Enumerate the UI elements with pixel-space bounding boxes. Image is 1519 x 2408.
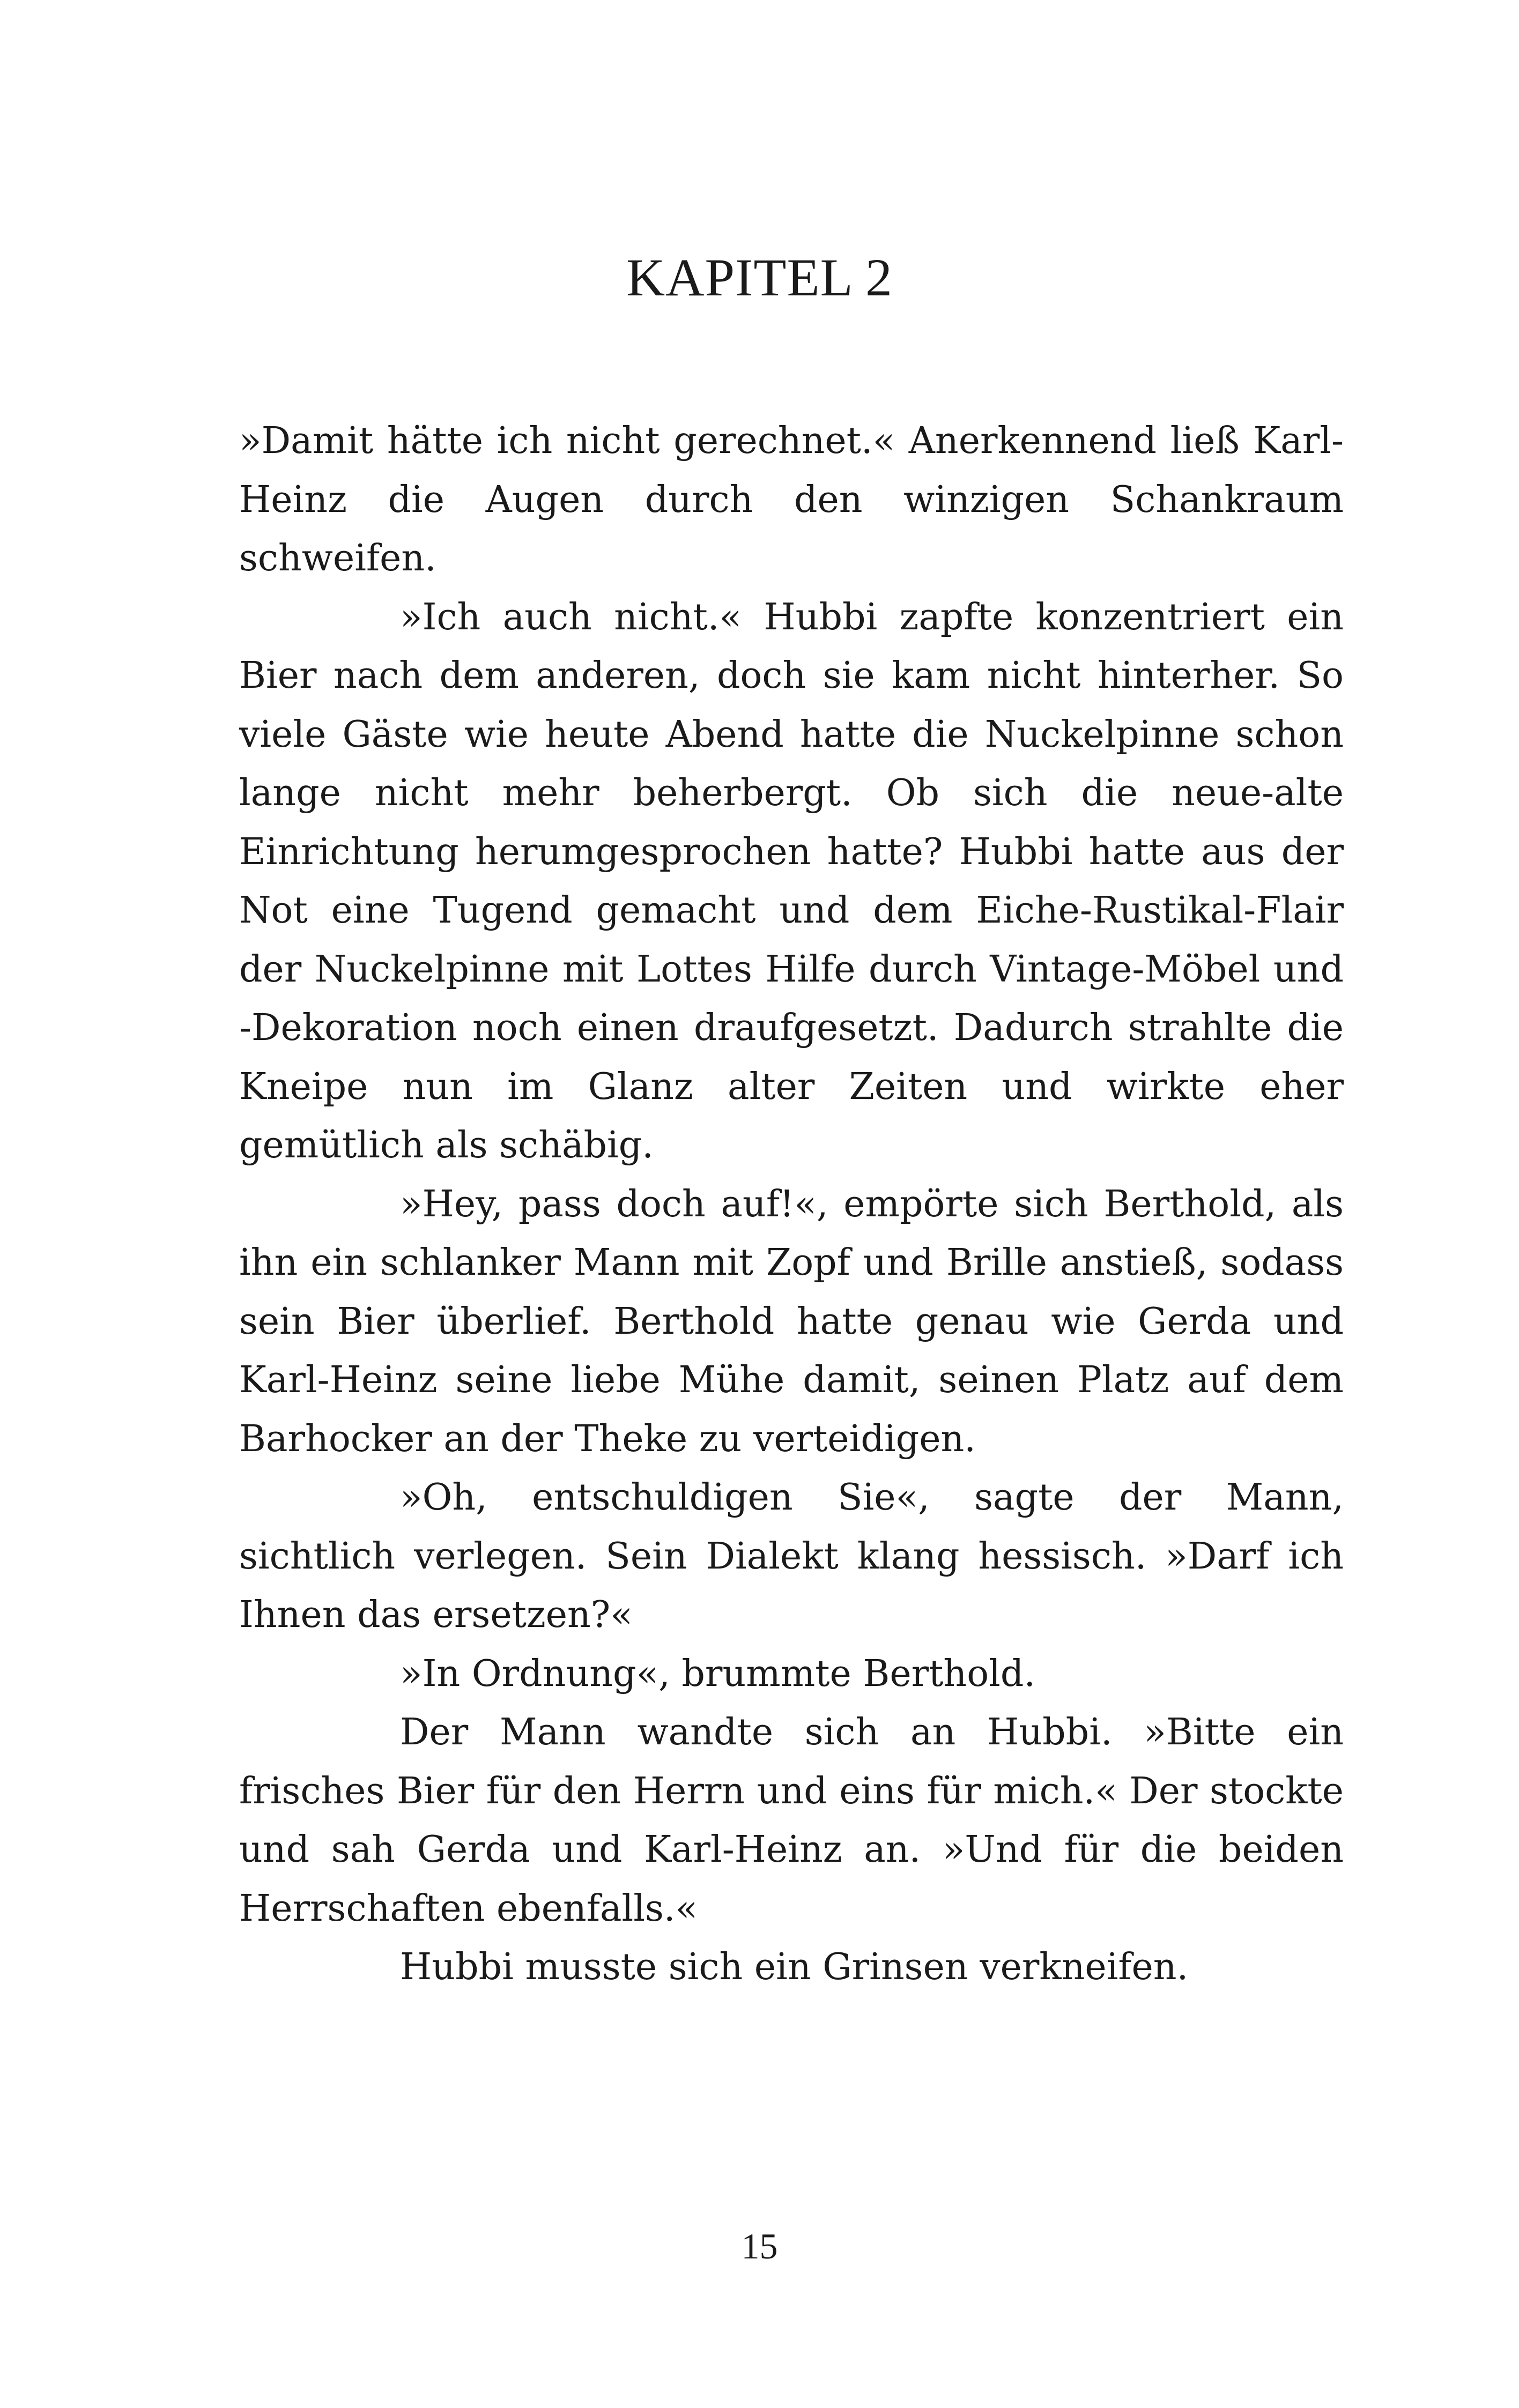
paragraph: »Damit hätte ich nicht gerechnet.« Anerkennend ließ Karl-Heinz die Augen durch den winzigen Schankraum schweifen. (239, 420, 1344, 579)
paragraph: Der Mann wandte sich an Hubbi. »Bitte ein frisches Bier für den Herrn und eins für mich.« Der stockte und sah Gerda und Karl-Heinz an. »Und für die beiden Herrschaften ebenfalls.« (239, 1711, 1344, 1930)
paragraph: »Oh, entschuldigen Sie«, sagte der Mann, sichtlich verlegen. Sein Dialekt klang hessisch. »Darf ich Ihnen das ersetzen?« (239, 1476, 1344, 1636)
paragraph: »In Ordnung«, brummte Berthold. (400, 1652, 1036, 1695)
chapter-body (239, 412, 1344, 1997)
page-number: 15 (741, 2226, 778, 2266)
paragraph: Hubbi musste sich ein Grinsen verkneifen. (400, 1946, 1189, 1988)
paragraph: »Ich auch nicht.« Hubbi zapfte konzentriert ein Bier nach dem anderen, doch sie kam nicht hinterher. So viele Gäste wie heute Abend hatte die Nuckelpinne schon lange nicht mehr beherbergt. Ob sich die neue-alte Einrichtung herumgesprochen hatte? Hubbi hatte aus der Not eine Tugend gemacht und dem Eiche-Rustikal-Flair der Nuckelpinne mit Lottes Hilfe durch Vintage-Möbel und -Dekoration noch einen draufgesetzt. Dadurch strahlte die Kneipe nun im Glanz alter Zeiten und wirkte eher gemütlich als schäbig. (239, 596, 1344, 1166)
chapter-title: KAPITEL 2 (626, 248, 893, 307)
paragraph: »Hey, pass doch auf!«, empörte sich Berthold, als ihn ein schlanker Mann mit Zopf und Brille anstieß, sodass sein Bier überlief. Berthold hatte genau wie Gerda und Karl-Heinz seine liebe Mühe damit, seinen Platz auf dem Barhocker an der Theke zu verteidigen. (239, 1183, 1344, 1460)
